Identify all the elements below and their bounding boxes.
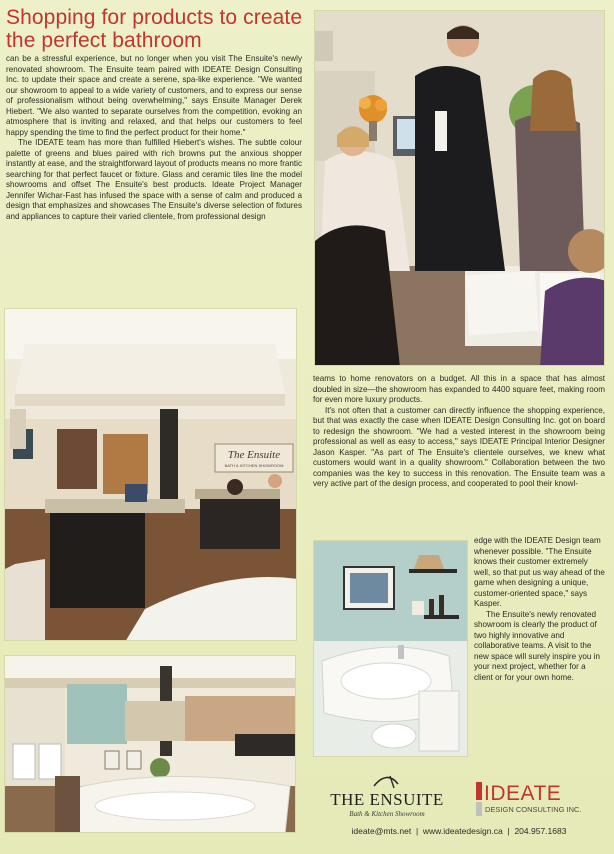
paragraph: edge with the IDEATE Design team whenever possible. "The Ensuite knows their customer extremely well, so that put us way ahead of the game when designing a unique, customer-oriented space," says Kasper. — [474, 536, 605, 608]
ensuite-logo-name: THE ENSUITE — [330, 790, 444, 809]
paragraph: It's not often that a customer can directly influence the shopping experience, but that was exactly the case when IDEATE Design Consulting Inc. got on board to redesign the showroom. "We had a vested interest in the showroom being professional as well as easy to access," says IDEATE Principal Interior Designer Jason Kasper. "As part of The Ensuite's clientele ourselves, we knew what customers would want in a quality showroom." Collaboration between the two companies was the key to success in this renovation. The Ensuite team was a very active part of the design process, and cooperated to pool their knowl- — [313, 405, 605, 488]
ideate-logo-name: IDEATE — [484, 782, 562, 805]
paragraph: can be a stressful experience, but no longer when you visit The Ensuite's newly renovated showroom. The Ensuite team paired with IDEATE Design Consulting Inc. to update their space and create a serene, spa-like experience. "We wanted our showroom to appeal to a wide variety of customers, and to express our sense of professionalism without being overwhelming," says Ensuite Manager Derek Hiebert. "We also wanted to separate ourselves from the competition, evoking an atmosphere that is inviting and relaxed, and that helps our customers to feel happy spending the time to find the perfect product for their home." — [6, 54, 302, 137]
ideate-logo — [472, 776, 607, 822]
contact-separator: | — [415, 826, 419, 836]
ideate-logo-mark-icon — [476, 782, 482, 800]
paragraph: teams to home renovators on a budget. All this in a space that has almost doubled in size—the showroom has expanded to 4400 square feet, making room for even more luxury products. — [313, 374, 605, 404]
ensuite-logo-tagline: Bath & Kitchen Showroom — [349, 810, 425, 818]
ensuite-logo-swoosh-icon — [374, 777, 398, 786]
showroom-illustration — [5, 309, 297, 641]
left-column-text — [6, 54, 302, 304]
tub-display-photo — [4, 655, 296, 833]
paragraph: The Ensuite's newly renovated showroom is clearly the product of two highly innovative and collaborative teams. A visit to the new space will surely inspire you in your next project, whether for a client or for your own home. — [474, 609, 600, 682]
contact-email[interactable]: ideate@mts.net — [351, 826, 412, 836]
contact-phone: 204.957.1683 — [514, 826, 567, 836]
paragraph: The IDEATE team has more than fulfilled Hiebert's wishes. The subtle colour palette of greens and blues paired with rich browns put the anxious shopper instantly at ease, and the straightforward layout of products means no more frantic searching for that perfect faucet or fixture. Glass and ceramic tiles line the model showrooms and offset The Ensuite's best products. Ideate Project Manager Jennifer Wichar-Fast has infused the space with a sense of calm and produced a design that emphasizes and showcases The Ensuite's diverse selection of fixtures and appliances to capture their varied clientele, from professional design — [6, 138, 302, 221]
ideate-logo-tagline: DESIGN CONSULTING INC. — [485, 805, 582, 814]
contact-separator: | — [507, 826, 510, 836]
showroom-interior-photo — [4, 308, 297, 641]
ensuite-logo — [312, 772, 462, 822]
staff-meeting-illustration — [315, 11, 605, 366]
wrapped-column-text — [474, 536, 605, 776]
bathtub-photo — [313, 540, 468, 757]
contact-line — [313, 826, 605, 836]
bathtub-illustration — [314, 541, 468, 757]
contact-website[interactable]: www.ideatedesign.ca — [422, 826, 503, 836]
ideate-logo-mark-shadow-icon — [476, 802, 482, 816]
right-column-text — [313, 374, 605, 534]
staff-meeting-photo — [314, 10, 605, 366]
tub-display-illustration — [5, 656, 296, 833]
showroom-sign-text: The Ensuite — [227, 449, 281, 461]
article-headline: Shopping for products to create the perfect bathroom — [6, 6, 303, 52]
showroom-sign-subtext: BATH & KITCHEN SHOWROOM — [224, 463, 284, 468]
